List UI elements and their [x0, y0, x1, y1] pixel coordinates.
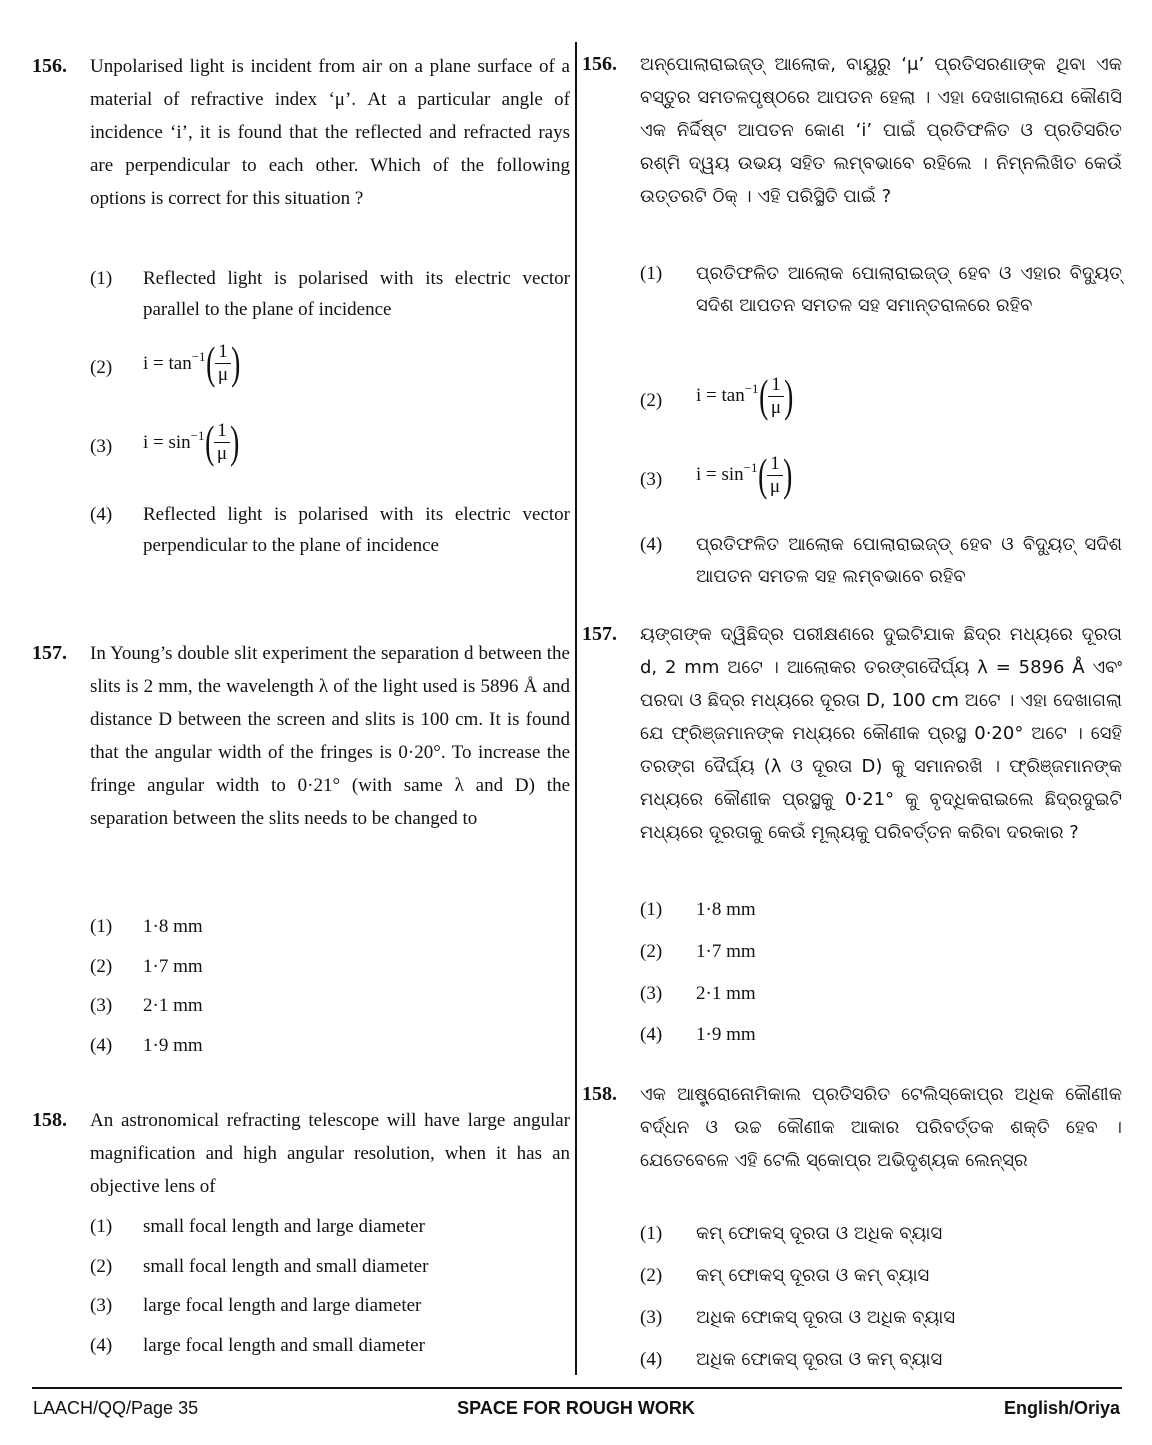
option-number: (4)	[90, 504, 113, 525]
option-text: ପ୍ରତିଫଳିତ ଆଲୋକ ପୋଲାରାଇଜ୍‌ଡ୍ ହେବ ଓ ବିଦ୍ୟୁତ୍ ସଦିଶ ଆପତନ ସମତଳ ସହ ଲମ୍ବଭାବେ ରହିବ	[696, 534, 1122, 587]
question-stem: In Young’s double slit experiment the separation d between the slits is 2 mm, the wavelength λ of the light used is 5896 Å and distance D between the screen and slits is 100 cm. It is found that the angular width of the fringes is 0·20°. To increase the fringe angular width to 0·21° (with same λ and D) the separation between the slits needs to be changed to	[90, 643, 570, 829]
question-stem: ଏକ ଆଷ୍ଟ୍ରୋନୋମିକାଲ ପ୍ରତିସରିତ ଟେଲିସ୍କୋପ୍‌ର ଅଧିକ କୌଣୀକ ବର୍ଦ୍ଧନ ଓ ଉଚ୍ଚ କୌଣୀକ ଆକାର ପରିବର୍ତ୍ତକ ଶକ୍ତି ହେବ । ଯେତେବେଳେ ଏହି ଟେଲି ସ୍କୋପ୍‌ର ଅଭିଦୃଶ୍ୟକ ଲେନ୍ସ୍‌ର	[640, 1084, 1122, 1171]
question-158-or	[582, 1078, 1122, 1177]
formula-tan-inverse: i = tan $^{-1}$ ( $\frac{1}{\mu}$ )	[143, 337, 241, 388]
option-1: (1) 1·8 mm	[640, 899, 756, 920]
option-number: (1)	[90, 268, 113, 289]
option-1: (1) କମ୍ ଫୋକସ୍ ଦୂରତା ଓ ଅଧିକ ବ୍ୟାସ	[640, 1223, 943, 1244]
option-text: Reflected light is polarised with its electric vector parallel to the plane of incidence	[143, 268, 570, 320]
option-4: (4) ପ୍ରତିଫଳିତ ଆଲୋକ ପୋଲାରାଇଜ୍‌ଡ୍ ହେବ ଓ ବିଦ୍ୟୁତ୍ ସଦିଶ ଆପତନ ସମତଳ ସହ ଲମ୍ବଭାବେ ରହିବ	[640, 529, 1122, 593]
option-1: (1) small focal length and large diameter	[90, 1216, 425, 1237]
question-number: 158.	[582, 1083, 617, 1105]
language-label: English/Oriya	[1003, 1398, 1120, 1418]
question-stem: An astronomical refracting telescope will have large angular magnification and high angular resolution, when it has an objective lens of	[90, 1110, 570, 1197]
option-1: (1) ପ୍ରତିଫଳିତ ଆଲୋକ ପୋଲାରାଇଜ୍‌ଡ୍ ହେବ ଓ ଏହାର ବିଦ୍ୟୁତ୍ ସଦିଶ ଆପତନ ସମତଳ ସହ ସମାନ୍ତରାଳରେ ରହିବ	[640, 258, 1122, 322]
option-text: ପ୍ରତିଫଳିତ ଆଲୋକ ପୋଲାରାଇଜ୍‌ଡ୍ ହେବ ଓ ଏହାର ବିଦ୍ୟୁତ୍ ସଦିଶ ଆପତନ ସମତଳ ସହ ସମାନ୍ତରାଳରେ ରହିବ	[696, 263, 1122, 316]
question-stem: ୟଙ୍ଗଙ୍କ ଦ୍ୱିଛିଦ୍ର ପରୀକ୍ଷଣରେ ଦୁଇଟିଯାକ ଛିଦ୍ର ମଧ୍ୟରେ ଦୂରତା d, 2 mm ଅଟେ । ଆଲୋକର ତରଙ୍ଗଦୈର୍ଘ୍ୟ λ = 5896 Å ଏବଂ ପରଦା ଓ ଛିଦ୍ର ମଧ୍ୟରେ ଦୂରତା D, 100 cm ଅଟେ । ଏହା ଦେଖାଗଲା ଯେ ଫ୍ରିଞ୍ଜମାନଙ୍କ ମଧ୍ୟରେ କୌଣୀକ ପ୍ରସ୍ଥ 0·20° ଅଟେ । ସେହି ତରଙ୍ଗ ଦୈର୍ଘ୍ୟ (λ ଓ ଦୂରତା D) କୁ ସମାନରଖି । ଫ୍ରିଞ୍ଜମାନଙ୍କ ମଧ୍ୟରେ କୌଣୀକ ପ୍ରସ୍ଥକୁ 0·21° କୁ ବୃଦ୍ଧିକରାଇଲେ ଛିଦ୍ରଦୁଇଟି ମଧ୍ୟରେ ଦୂରତାକୁ କେଉଁ ମୂଲ୍ୟକୁ ପରିବର୍ତ୍ତନ କରିବା ଦରକାର ?	[640, 624, 1122, 843]
question-157-or	[582, 618, 1122, 849]
option-2: (2) small focal length and small diameter	[90, 1256, 429, 1277]
option-4: (4) ଅଧିକ ଫୋକସ୍ ଦୂରତା ଓ କମ୍ ବ୍ୟାସ	[640, 1349, 943, 1370]
option-1	[90, 263, 570, 325]
option-3: (3) 2·1 mm	[640, 983, 756, 1004]
option-4: (4) 1·9 mm	[640, 1024, 756, 1045]
question-number: 157.	[582, 623, 617, 645]
page-code: LAACH/QQ/Page 35	[33, 1398, 199, 1418]
option-2: (2) 1·7 mm	[90, 956, 203, 977]
option-number: (3)	[90, 436, 113, 457]
option-3: (3) i = sin $^{-1}$ ( $\frac{1}{\mu}$ )	[640, 449, 793, 500]
option-4: (4) 1·9 mm	[90, 1035, 203, 1056]
option-text: Reflected light is polarised with its electric vector perpendicular to the plane of incidence	[143, 504, 570, 556]
option-2	[90, 337, 570, 388]
option-2: (2) କମ୍ ଫୋକସ୍ ଦୂରତା ଓ କମ୍ ବ୍ୟାସ	[640, 1265, 930, 1286]
option-4	[90, 499, 570, 561]
question-stem: Unpolarised light is incident from air on a plane surface of a material of refractive index ‘μ’. At a particular angle of incidence ‘i’, it is found that the reflected and refracted rays are perpendicular to each other. Which of the following options is correct for this situation ?	[90, 56, 570, 209]
question-number: 157.	[32, 642, 67, 664]
option-3: (3) large focal length and large diameter	[90, 1295, 422, 1316]
option-1: (1) 1·8 mm	[90, 916, 203, 937]
question-156-or	[582, 48, 1122, 213]
rough-work-label: SPACE FOR ROUGH WORK	[457, 1398, 695, 1418]
option-2: (2) i = tan $^{-1}$ ( $\frac{1}{\mu}$ )	[640, 370, 794, 421]
option-3: (3) 2·1 mm	[90, 995, 203, 1016]
column-divider	[575, 42, 577, 1375]
formula-tan-inverse: i = tan $^{-1}$ ( $\frac{1}{\mu}$ )	[696, 370, 794, 421]
question-stem: ଅନ୍‌ପୋଲାରାଇଜ୍‌ଡ୍ ଆଲୋକ, ବାୟୁରୁ ‘μ’ ପ୍ରତିସରଣାଙ୍କ ଥିବା ଏକ ବସ୍ତୁର ସମତଳପୃଷ୍ଠରେ ଆପତନ ହେଲା । ଏହା ଦେଖାଗଲାଯେ କୌଣସି ଏକ ନିର୍ଦ୍ଦିଷ୍ଟ ଆପତନ କୋଣ ‘i’ ପାଇଁ ପ୍ରତିଫଳିତ ଓ ପ୍ରତିସରିତ ରଶ୍ମି ଦ୍ୱୟ ଉଭୟ ସହିତ ଲମ୍ବଭାବେ ରହିଲେ । ନିମ୍ନଲିଖିତ କେଉଁ ଉତ୍ତରଟି ଠିକ୍ । ଏହି ପରିସ୍ଥିତି ପାଇଁ ?	[640, 54, 1122, 207]
option-3: (3) ଅଧିକ ଫୋକସ୍ ଦୂରତା ଓ ଅଧିକ ବ୍ୟାସ	[640, 1307, 956, 1328]
footer-rule	[32, 1387, 1122, 1389]
question-157-en	[32, 637, 570, 835]
question-number: 156.	[32, 55, 67, 77]
question-number: 156.	[582, 53, 617, 75]
formula-sin-inverse: i = sin $^{-1}$ ( $\frac{1}{\mu}$ )	[696, 449, 793, 500]
option-3	[90, 416, 570, 467]
formula-sin-inverse: i = sin $^{-1}$ ( $\frac{1}{\mu}$ )	[143, 416, 240, 467]
question-number: 158.	[32, 1109, 67, 1131]
option-number: (2)	[90, 357, 113, 378]
question-156-en	[32, 50, 570, 215]
question-158-en	[32, 1104, 570, 1203]
option-2: (2) 1·7 mm	[640, 941, 756, 962]
option-4: (4) large focal length and small diameter	[90, 1335, 425, 1356]
